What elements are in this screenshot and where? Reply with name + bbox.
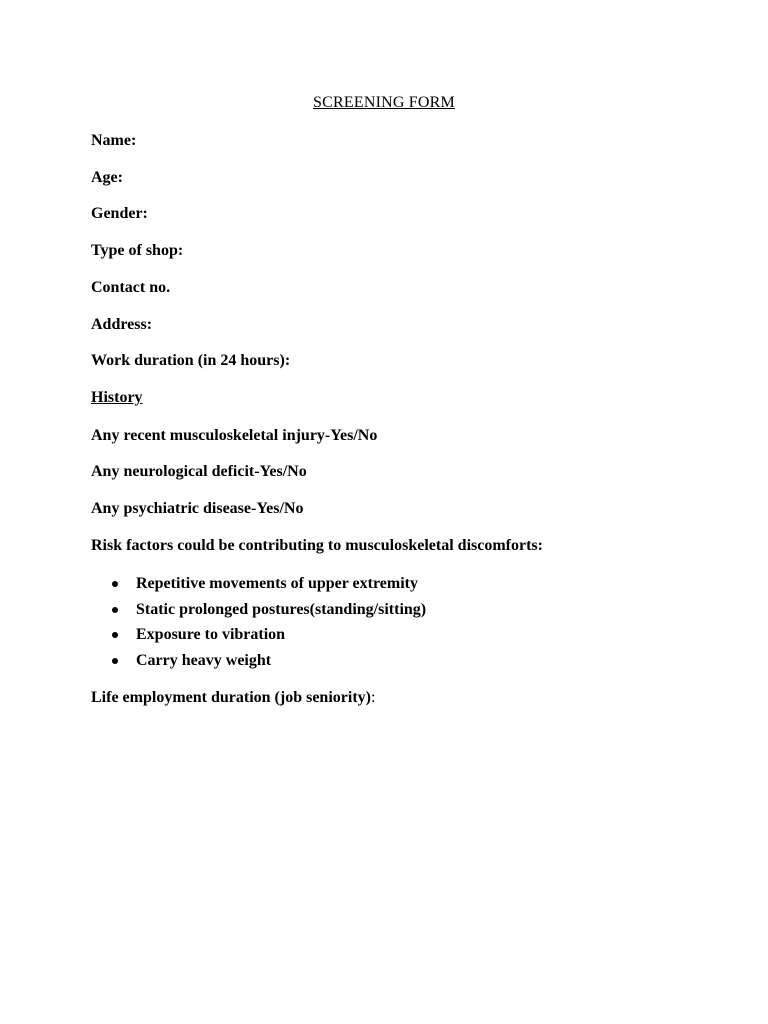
risk-item-text: Exposure to vibration — [136, 626, 286, 643]
list-item — [91, 625, 426, 651]
risk-factors-list — [91, 574, 426, 676]
list-item — [91, 600, 426, 626]
address-label: Address: — [91, 316, 153, 333]
risk-factors-heading: Risk factors could be contributing to musculoskeletal discomforts: — [91, 537, 543, 554]
employment-duration-colon: : — [370, 689, 376, 706]
injury-question: Any recent musculoskeletal injury-Yes/No — [91, 427, 378, 444]
employment-duration-label — [91, 689, 375, 707]
bullet-icon — [112, 632, 118, 638]
employment-duration-text: Life employment duration (job seniority) — [91, 689, 371, 706]
risk-item-text: Static prolonged postures(standing/sitting) — [136, 600, 427, 618]
risk-item-text: Repetitive movements of upper extremity — [136, 575, 418, 592]
age-label: Age: — [91, 169, 123, 186]
bullet-icon — [112, 607, 118, 613]
bullet-icon — [112, 658, 118, 664]
list-item — [91, 574, 426, 600]
psych-question: Any psychiatric disease-Yes/No — [91, 500, 304, 517]
contact-label: Contact no. — [91, 279, 171, 296]
name-label: Name: — [91, 132, 137, 149]
shop-type-label: Type of shop: — [91, 242, 184, 259]
neuro-question: Any neurological deficit-Yes/No — [91, 463, 307, 480]
work-duration-label: Work duration (in 24 hours): — [91, 352, 291, 369]
risk-item-text: Carry heavy weight — [136, 651, 272, 669]
list-item — [91, 651, 426, 677]
history-heading: History — [91, 389, 143, 406]
form-title: SCREENING FORM — [313, 94, 455, 111]
bullet-icon — [112, 581, 118, 587]
gender-label: Gender: — [91, 205, 148, 222]
